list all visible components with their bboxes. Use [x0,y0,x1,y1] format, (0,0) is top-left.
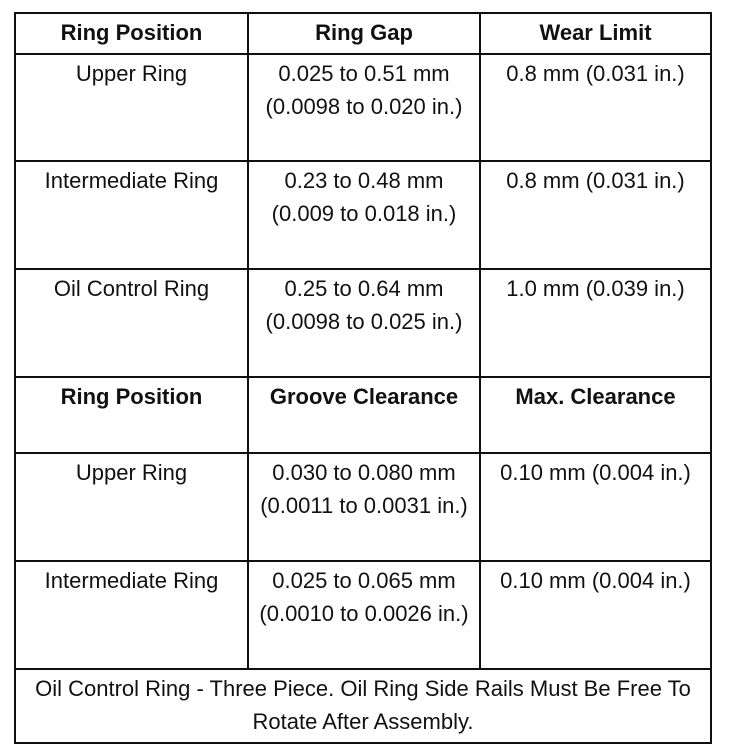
assembly-note: Oil Control Ring - Three Piece. Oil Ring Side Rails Must Be Free To Rotate After Assembly. [15,669,711,743]
ring-position-cell: Oil Control Ring [15,269,248,377]
table-row [15,54,711,161]
max-clearance-cell: 0.10 mm (0.004 in.) [480,453,711,561]
ring-position-cell: Upper Ring [15,453,248,561]
ring-gap-cell: 0.25 to 0.64 mm (0.0098 to 0.025 in.) [248,269,480,377]
ring-gap-header-row [15,13,711,54]
note-row [15,669,711,743]
groove-clearance-cell: 0.030 to 0.080 mm (0.0011 to 0.0031 in.) [248,453,480,561]
max-clearance-cell: 0.10 mm (0.004 in.) [480,561,711,669]
wear-limit-cell: 0.8 mm (0.031 in.) [480,161,711,269]
groove-header-row [15,377,711,453]
header-max-clearance: Max. Clearance [480,377,711,453]
piston-ring-spec-table [14,12,712,744]
table-row [15,453,711,561]
header-ring-gap: Ring Gap [248,13,480,54]
ring-gap-cell: 0.23 to 0.48 mm (0.009 to 0.018 in.) [248,161,480,269]
ring-position-cell: Upper Ring [15,54,248,161]
header-wear-limit: Wear Limit [480,13,711,54]
header-ring-position: Ring Position [15,13,248,54]
groove-clearance-cell: 0.025 to 0.065 mm (0.0010 to 0.0026 in.) [248,561,480,669]
wear-limit-cell: 0.8 mm (0.031 in.) [480,54,711,161]
table-row [15,561,711,669]
ring-position-cell: Intermediate Ring [15,161,248,269]
header-ring-position: Ring Position [15,377,248,453]
table-row [15,269,711,377]
wear-limit-cell: 1.0 mm (0.039 in.) [480,269,711,377]
ring-gap-cell: 0.025 to 0.51 mm (0.0098 to 0.020 in.) [248,54,480,161]
table-row [15,161,711,269]
ring-position-cell: Intermediate Ring [15,561,248,669]
header-groove-clearance: Groove Clearance [248,377,480,453]
